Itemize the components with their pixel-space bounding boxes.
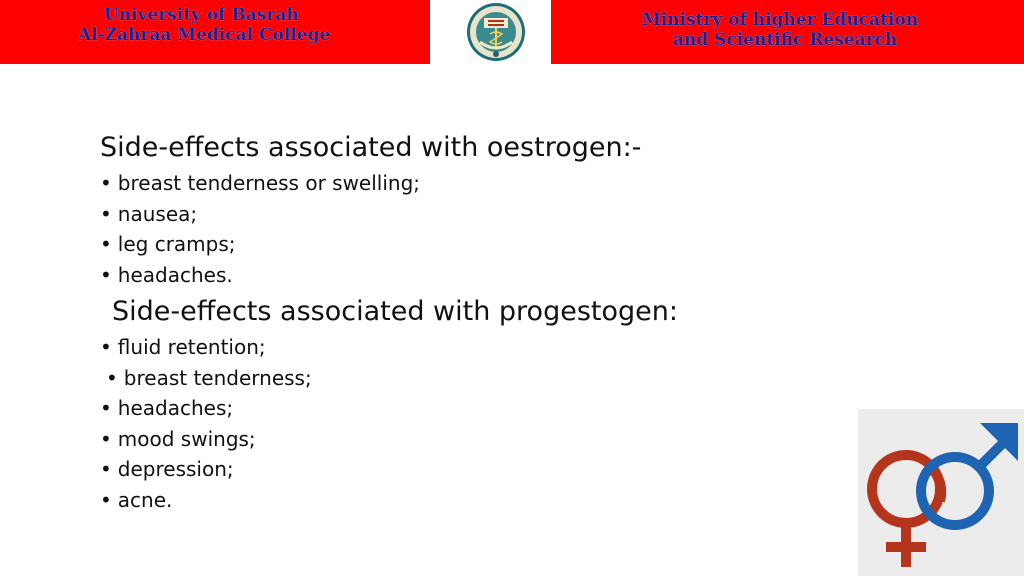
bullet-glyph: • [100, 263, 112, 287]
progestogen-item [100, 334, 266, 360]
progestogen-item-text: mood swings; [117, 427, 256, 451]
progestogen-heading: Side-effects associated with progestogen: [112, 296, 678, 327]
progestogen-item [100, 456, 234, 482]
oestrogen-item [100, 262, 233, 288]
oestrogen-item-text: leg cramps; [117, 232, 236, 256]
progestogen-item-text: headaches; [117, 396, 234, 420]
oestrogen-item [100, 201, 197, 227]
bullet-glyph: • [100, 335, 112, 359]
progestogen-item [100, 426, 256, 452]
university-name: University of Basrah [104, 5, 299, 25]
oestrogen-item-text: headaches. [117, 263, 233, 287]
ministry-name-line2: and Scientific Research [673, 30, 898, 50]
progestogen-item-text: breast tenderness; [123, 366, 312, 390]
progestogen-item [100, 487, 172, 513]
progestogen-item-text: fluid retention; [117, 335, 266, 359]
bullet-glyph: • [100, 171, 112, 195]
bullet-glyph: • [100, 488, 112, 512]
bullet-glyph: • [100, 202, 112, 226]
progestogen-item-text: depression; [117, 457, 234, 481]
progestogen-item [106, 365, 312, 391]
bullet-glyph: • [100, 232, 112, 256]
progestogen-item-text: acne. [117, 488, 173, 512]
college-name: Al-Zahraa Medical College [78, 25, 331, 45]
oestrogen-item [100, 170, 420, 196]
bullet-glyph: • [106, 366, 118, 390]
oestrogen-item-text: breast tenderness or swelling; [117, 171, 421, 195]
bullet-glyph: • [100, 427, 112, 451]
oestrogen-item [100, 231, 236, 257]
bullet-glyph: • [100, 457, 112, 481]
oestrogen-heading: Side-effects associated with oestrogen:- [100, 132, 642, 163]
progestogen-item [100, 395, 233, 421]
ministry-name-line1: Ministry of higher Education [642, 10, 919, 30]
bullet-glyph: • [100, 396, 112, 420]
oestrogen-item-text: nausea; [117, 202, 198, 226]
male-female-symbols-icon [858, 409, 1024, 576]
